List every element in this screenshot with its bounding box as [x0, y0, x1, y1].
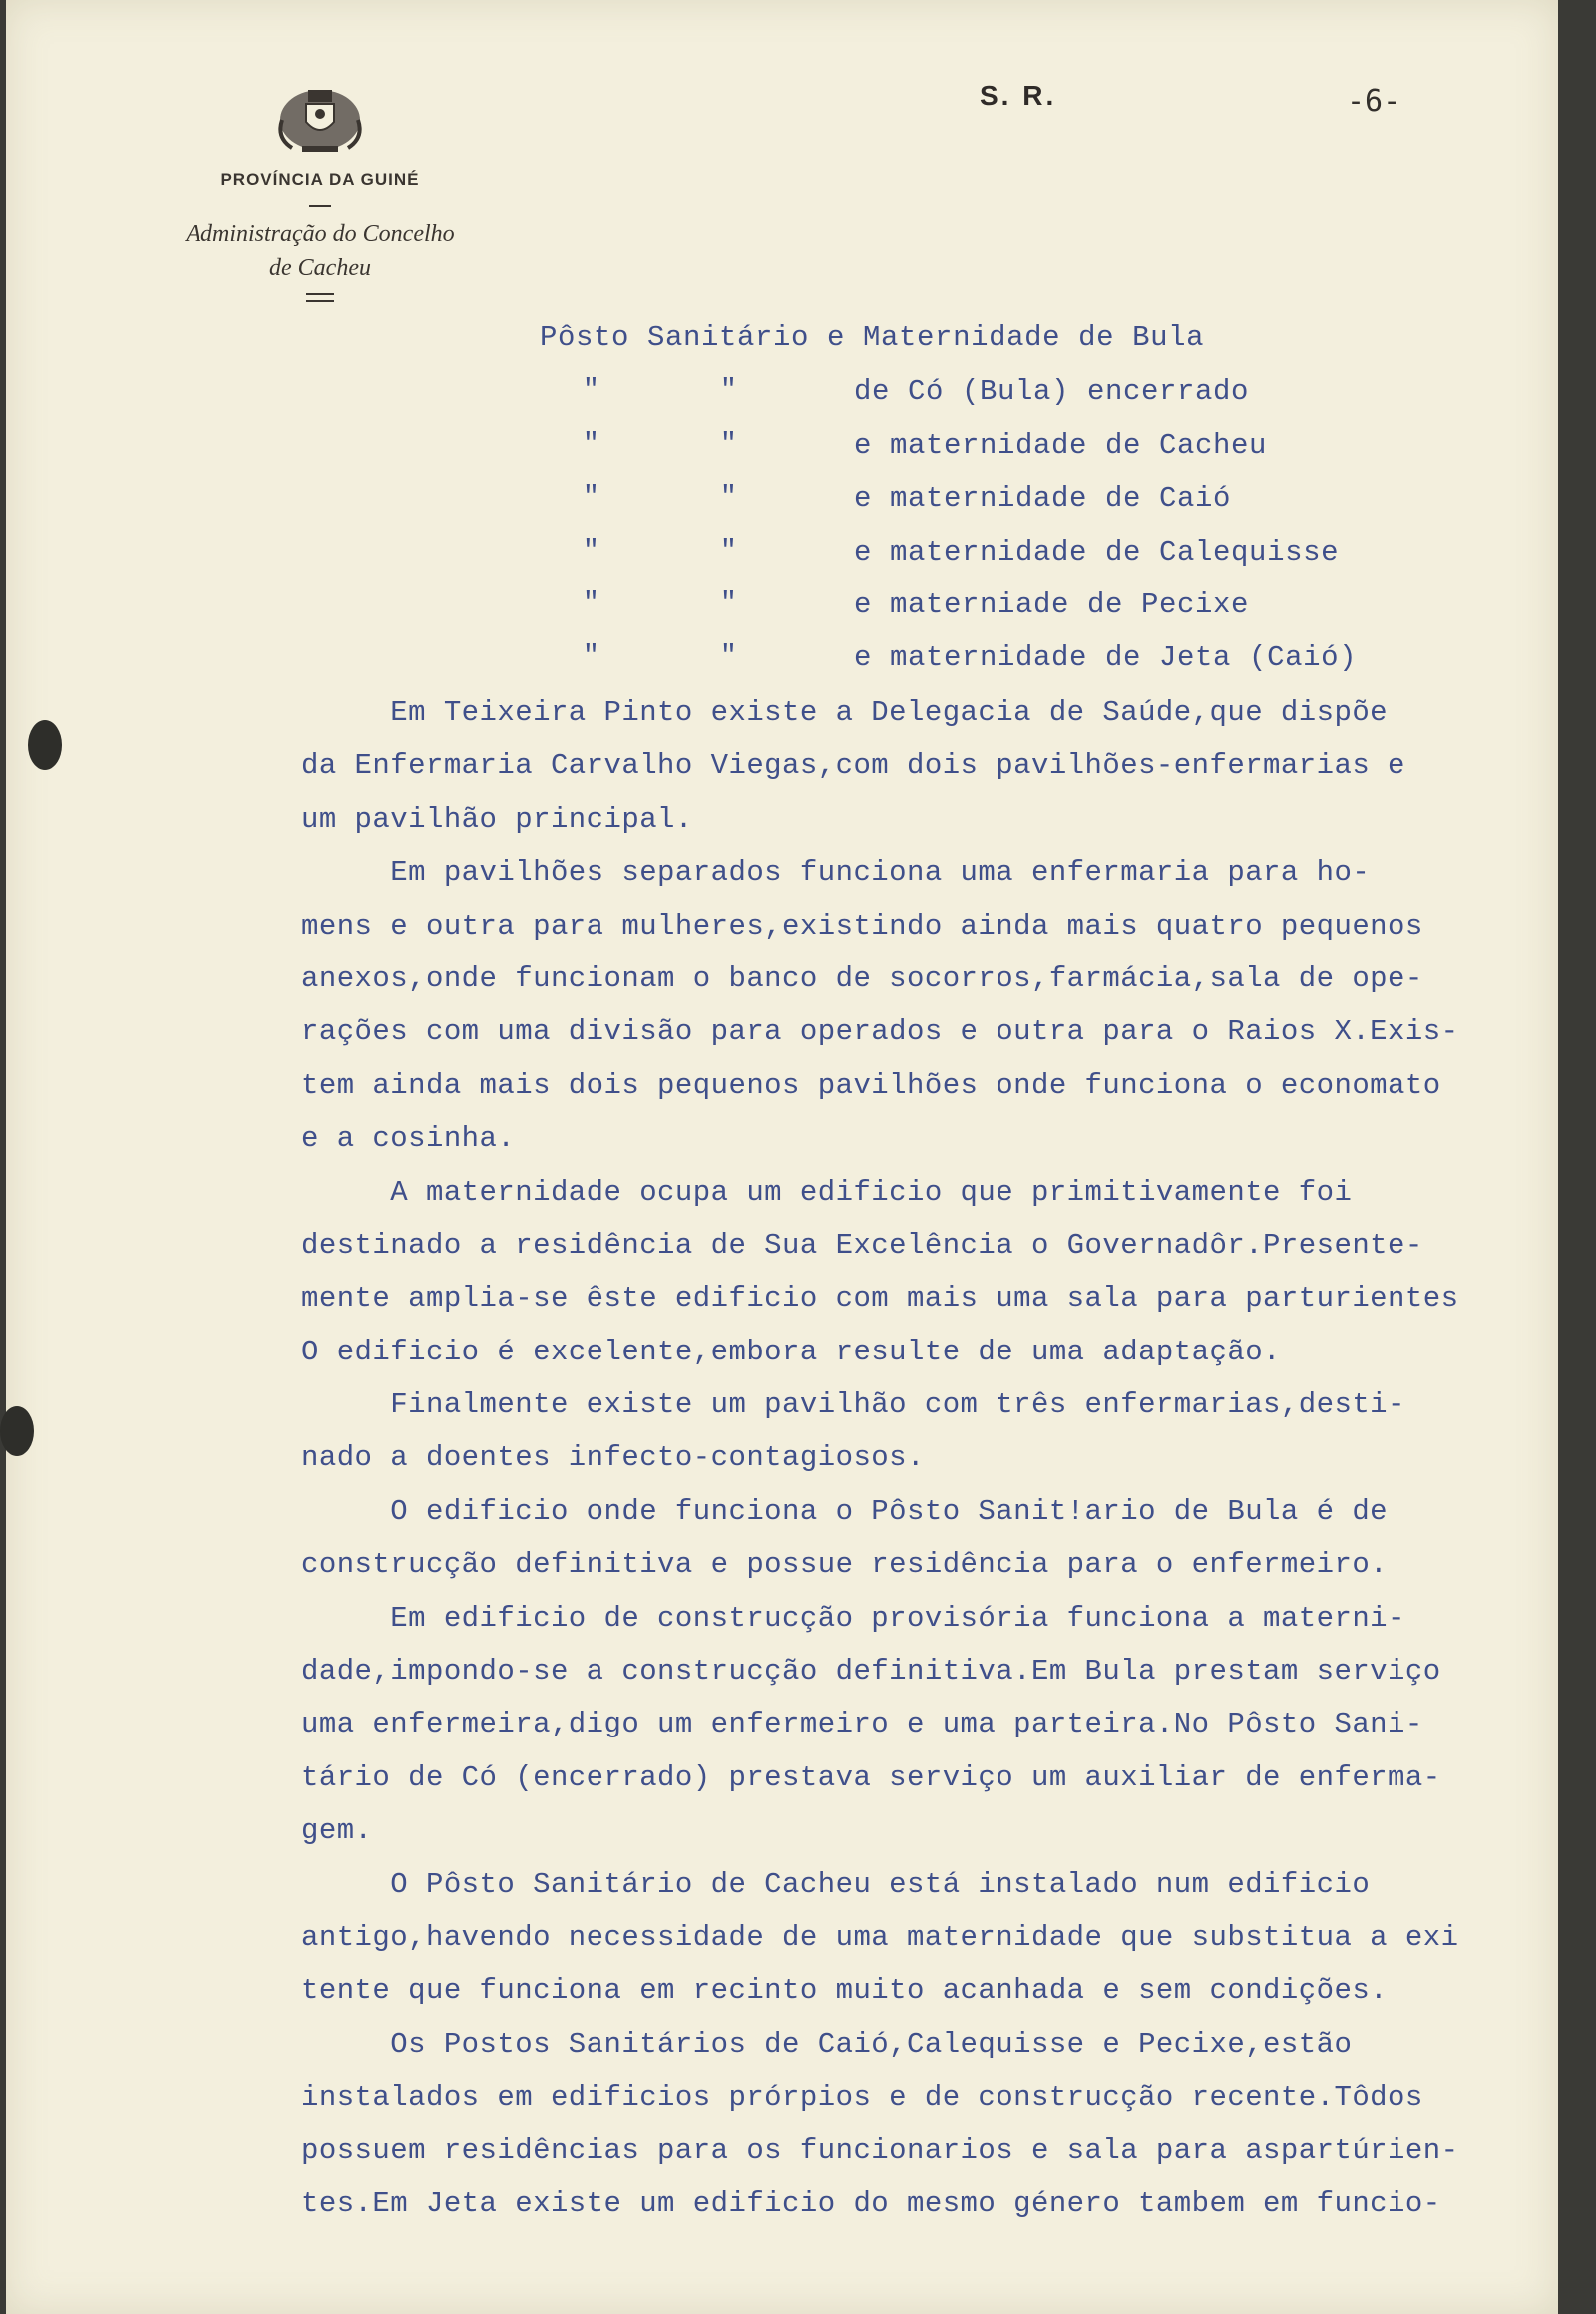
ditto-mark: " [583, 536, 599, 567]
text-line: A maternidade ocupa um edificio que primitivamente foi [301, 1175, 1353, 1209]
facility-text: de Có (Bula) encerrado [854, 375, 1250, 408]
body-text [301, 686, 1596, 2230]
ditto-mark: " [583, 429, 599, 460]
facility-text: e maternidade de Jeta (Caió) [854, 641, 1358, 674]
text-line: possuem residências para os funcionarios e sala para aspartúrien- [301, 2133, 1459, 2167]
text-line: destinado a residência de Sua Excelência o Governadôr.Presente- [301, 1228, 1423, 1262]
letterhead [156, 80, 485, 302]
text-line: rações com uma divisão para operados e outra para o Raios X.Exis- [301, 1015, 1459, 1049]
text-line: mente amplia-se êste edificio com mais uma sala para parturientes [301, 1282, 1459, 1316]
facility-text: e maternidade de Cacheu [854, 429, 1268, 462]
page-number: -6- [1347, 84, 1401, 119]
ditto-mark: " [720, 482, 737, 513]
facility-text: e maternidade de Caió [854, 482, 1232, 515]
text-line: um pavilhão principal. [301, 802, 693, 836]
text-line: tário de Có (encerrado) prestava serviço um auxiliar de enferma- [301, 1760, 1441, 1794]
facilities-title-line: Pôsto Sanitário e Maternidade de Bula [540, 321, 1205, 354]
ditto-mark: " [583, 641, 599, 672]
admin-line-2: de Cacheu [269, 255, 371, 281]
coat-of-arms-icon [272, 80, 368, 158]
text-line: O Pôsto Sanitário de Cacheu está instalado num edificio [301, 1867, 1371, 1901]
text-line: instalados em edificios prórpios e de construcção recente.Tôdos [301, 2081, 1423, 2115]
ditto-mark: " [720, 429, 737, 460]
ditto-mark: " [583, 375, 599, 406]
text-line: tes.Em Jeta existe um edificio do mesmo género tambem em funcio- [301, 2186, 1441, 2220]
punch-hole-bottom [0, 1406, 34, 1456]
text-line: Em pavilhões separados funciona uma enfermaria para ho- [301, 856, 1371, 890]
text-line: construcção definitiva e possue residência para o enfermeiro. [301, 1548, 1389, 1582]
text-line: anexos,onde funcionam o banco de socorros,farmácia,sala de ope- [301, 962, 1423, 995]
text-line: Em edificio de construcção provisória funciona a materni- [301, 1601, 1405, 1635]
text-line: mens e outra para mulheres,existindo ainda mais quatro pequenos [301, 909, 1423, 943]
text-line: Finalmente existe um pavilhão com três enfermarias,desti- [301, 1388, 1405, 1422]
ditto-mark: " [720, 641, 737, 672]
text-line: nado a doentes infecto-contagiosos. [301, 1441, 925, 1475]
text-line: Os Postos Sanitários de Caió,Calequisse e Pecixe,estão [301, 2027, 1353, 2061]
text-line: antigo,havendo necessidade de uma maternidade que substitua a exi [301, 1920, 1459, 1954]
divider [309, 205, 331, 207]
text-line: e a cosinha. [301, 1122, 516, 1156]
ditto-mark: " [583, 588, 599, 619]
ditto-mark: " [583, 482, 599, 513]
text-line: uma enfermeira,digo um enfermeiro e uma parteira.No Pôsto Sani- [301, 1708, 1423, 1741]
text-line: gem. [301, 1814, 373, 1848]
admin-line-1: Administração do Concelho [186, 221, 455, 247]
facility-text: e materniade de Pecixe [854, 588, 1250, 621]
ditto-mark: " [720, 375, 737, 406]
text-line: tem ainda mais dois pequenos pavilhões onde funciona o economato [301, 1068, 1441, 1102]
punch-hole-top [28, 720, 62, 770]
classification-mark: S. R. [980, 80, 1057, 111]
text-line: da Enfermaria Carvalho Viegas,com dois pavilhões-enfermarias e [301, 749, 1405, 783]
text-line: O edificio é excelente,embora resulte de uma adaptação. [301, 1335, 1281, 1368]
document-page [6, 0, 1558, 2314]
text-line: O edificio onde funciona o Pôsto Sanit!ario de Bula é de [301, 1494, 1389, 1528]
ditto-mark: " [720, 588, 737, 619]
divider-double [306, 293, 334, 302]
text-line: Em Teixeira Pinto existe a Delegacia de Saúde,que dispõe [301, 696, 1389, 729]
text-line: dade,impondo-se a construcção definitiva.Em Bula prestam serviço [301, 1655, 1441, 1689]
ditto-mark: " [720, 536, 737, 567]
province-name: PROVÍNCIA DA GUINÉ [220, 170, 420, 189]
facility-text: e maternidade de Calequisse [854, 536, 1340, 569]
text-line: tente que funciona em recinto muito acanhada e sem condições. [301, 1974, 1389, 2008]
